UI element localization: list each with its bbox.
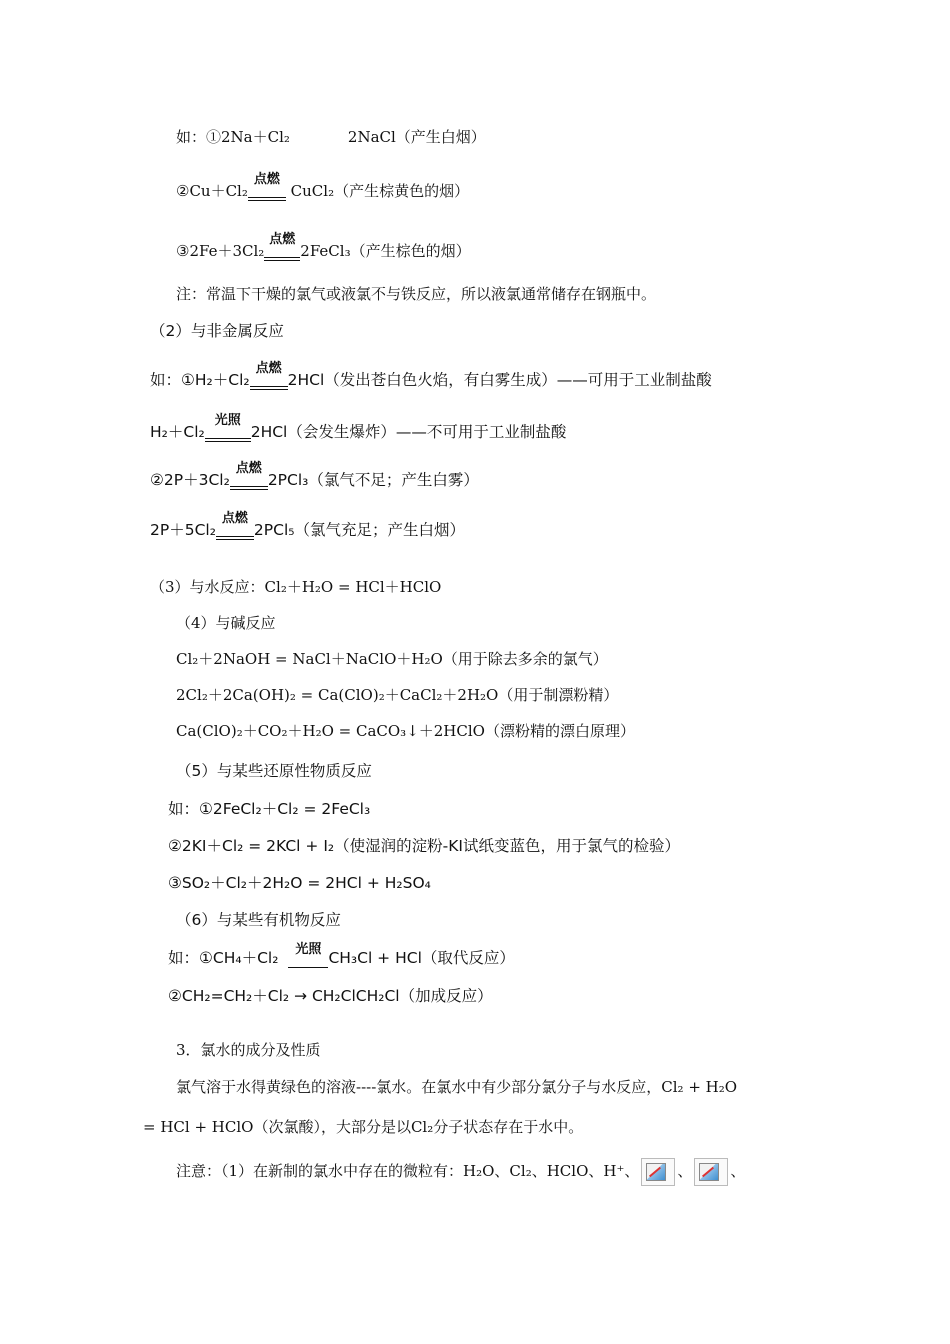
broken-image-icon [694, 1158, 728, 1186]
products: CuCl₂（产生棕黄色的烟） [290, 182, 470, 200]
heading-alkali-reaction: （4）与碱反应 [176, 614, 276, 632]
reaction-condition: 点燃 [250, 377, 288, 390]
reaction-condition: 点燃 [230, 477, 268, 490]
reaction-p-cl2-limited [150, 461, 479, 490]
reaction-so2-cl2: ③SO₂＋Cl₂＋2H₂O = 2HCl + H₂SO₄ [168, 874, 431, 892]
heading-organic-reaction: （6）与某些有机物反应 [176, 911, 341, 929]
reaction-ki-cl2: ②2KI＋Cl₂ = 2KCl + I₂（使湿润的淀粉-KI试纸变蓝色，用于氯气的检验） [168, 837, 680, 855]
reaction-condition: 点燃 [216, 527, 254, 540]
reaction-cu-cl2 [176, 172, 470, 201]
section-chlorine-water: 3．氯水的成分及性质 [176, 1041, 321, 1059]
products: CH₃Cl + HCl（取代反应） [328, 949, 515, 967]
paragraph-chlorine-water-1: 氯气溶于水得黄绿色的溶液----氯水。在氯水中有少部分氯分子与水反应，Cl₂ + H₂O [176, 1078, 738, 1096]
products: 2PCl₅（氯气充足；产生白烟） [253, 521, 465, 539]
note-iron-storage: 注：常温下干燥的氯气或液氯不与铁反应，所以液氯通常储存在钢瓶中。 [176, 285, 657, 303]
reaction-h2-cl2-burn [150, 361, 712, 390]
reactants: ③2Fe＋3Cl₂ [176, 242, 265, 260]
reaction-caclo2-co2: Ca(ClO)₂＋CO₂＋H₂O = CaCO₃↓＋2HClO（漂粉精的漂白原理） [176, 722, 635, 740]
reaction-condition: 点燃 [248, 188, 286, 201]
reaction-fe-cl2 [176, 232, 471, 261]
products: 2HCl（会发生爆炸）——不可用于工业制盐酸 [250, 423, 567, 441]
reaction-h2-cl2-light [150, 413, 567, 442]
reaction-cl2-caoh2: 2Cl₂＋2Ca(OH)₂ = Ca(ClO)₂＋CaCl₂＋2H₂O（用于制漂粉精） [176, 686, 619, 704]
reaction-na-cl2 [176, 127, 486, 147]
reaction-ethene-cl2: ②CH₂=CH₂＋Cl₂ → CH₂ClCH₂Cl（加成反应） [168, 987, 493, 1005]
reactants: 如：①CH₄＋Cl₂ [168, 949, 279, 967]
reaction-condition: 点燃 [264, 248, 300, 261]
reaction-ch4-cl2 [168, 942, 515, 968]
reactants: H₂＋Cl₂ [150, 423, 205, 441]
paragraph-note-particles: 注意：（1）在新制的氯水中存在的微粒有：H₂O、Cl₂、HClO、H⁺、 、 、 [176, 1158, 745, 1186]
paragraph-chlorine-water-2: = HCl + HClO（次氯酸），大部分是以Cl₂分子状态存在于水中。 [143, 1118, 584, 1136]
reactants: 如：①2Na＋Cl₂ [176, 128, 290, 146]
particles-text: 注意：（1）在新制的氯水中存在的微粒有：H₂O、Cl₂、HClO、H⁺、 [176, 1162, 640, 1180]
broken-image-icon [641, 1158, 675, 1186]
reaction-fecl2-cl2: 如：①2FeCl₂＋Cl₂ = 2FeCl₃ [168, 800, 371, 818]
reaction-condition: 光照 [205, 429, 251, 442]
reaction-p-cl2-excess [150, 511, 465, 540]
reactants: 2P＋5Cl₂ [150, 521, 216, 539]
products: 2FeCl₃（产生棕色的烟） [300, 242, 471, 260]
reaction-condition: 光照 [288, 958, 328, 968]
reactants: 如：①H₂＋Cl₂ [150, 371, 250, 389]
heading-nonmetal: （2）与非金属反应 [150, 322, 284, 340]
reactants: ②Cu＋Cl₂ [176, 182, 248, 200]
products: 2HCl（发出苍白色火焰，有白雾生成）——可用于工业制盐酸 [287, 371, 712, 389]
heading-water-reaction: （3）与水反应：Cl₂＋H₂O = HCl＋HClO [150, 578, 442, 596]
products: 2PCl₃（氯气不足；产生白雾） [267, 471, 479, 489]
products: 2NaCl（产生白烟） [347, 128, 486, 146]
reactants: ②2P＋3Cl₂ [150, 471, 230, 489]
heading-reducing-reaction: （5）与某些还原性物质反应 [176, 762, 372, 780]
reaction-cl2-naoh: Cl₂＋2NaOH = NaCl＋NaClO＋H₂O（用于除去多余的氯气） [176, 650, 608, 668]
